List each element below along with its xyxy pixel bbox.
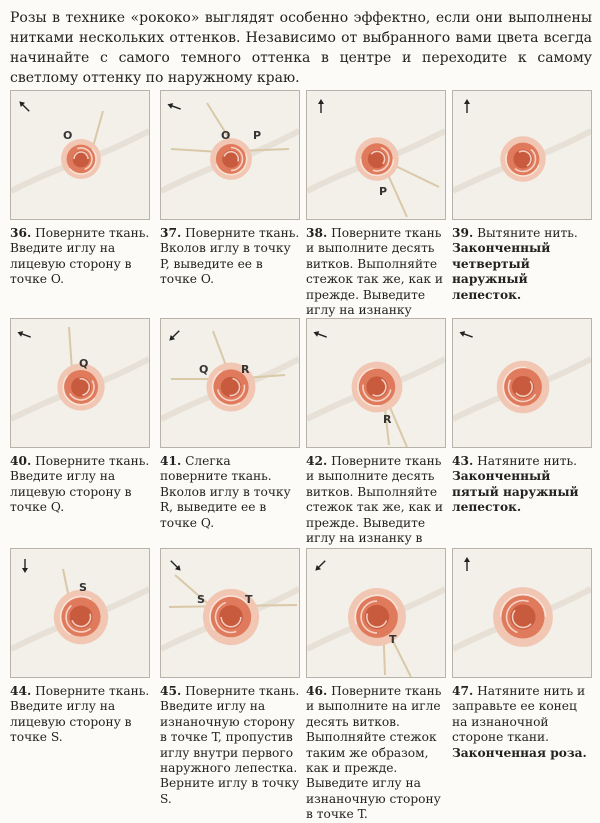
arrow-left-icon [16,329,31,339]
step-39 [452,90,592,303]
step-41 [160,318,300,531]
step-38 [306,90,446,334]
step-text: Поверните ткань и выполните на игле десять витков. Выполняйте стежок таким же образом, как и прежде. Выведите иглу на изнаночную сторону в точке T. [306,684,442,822]
step-caption [452,226,592,303]
arrow-up-icon [464,99,470,113]
point-label-s: S [79,581,87,594]
step-number: 40. [10,454,32,468]
point-label-r: R [383,413,392,426]
point-label-q: Q [79,357,89,370]
step-photo [306,318,446,448]
step-number: 37. [160,226,182,240]
step-photo [10,318,150,448]
point-label-t: T [389,633,397,646]
step-text: Поверните ткань и выполните десять витков. Выполняйте стежок так же, как и прежде. Выведите иглу на изнанку в [306,454,443,546]
step-number: 42. [306,454,328,468]
step-text: Поверните ткань. Вколов иглу в точку P, выведите ее в точке O. [160,226,300,287]
rose-icon [352,362,403,413]
step-text: Слегка поверните ткань. Вколов иглу в точку R, выведите ее в точке Q. [160,454,291,530]
step-photo [306,548,446,678]
step-number: 41. [160,454,182,468]
rose-icon [61,139,102,180]
intro-paragraph: Розы в технике «рококо» выглядят особенно эффектно, если они выполнены нитками нескольких оттенков. Независимо от выбранного вами цвета всегда начинайте с самого темного оттенка в центре и переходите к самому светлому оттенку по наружному краю. [10,10,592,86]
step-caption [160,226,300,288]
arrow-up-icon [318,99,324,113]
step-42 [306,318,446,562]
point-label-r: R [241,363,250,376]
step-40 [10,318,150,516]
rose-icon [348,588,406,646]
step-photo [452,318,592,448]
rose-icon [56,363,105,412]
step-photo [160,548,300,678]
step-44 [10,548,150,746]
step-number: 44. [10,684,32,698]
step-caption [10,454,150,516]
arrow-left-icon [166,101,181,111]
step-37 [160,90,300,288]
arrow-down-icon [22,559,28,573]
step-47 [452,548,592,761]
step-photo [452,548,592,678]
step-photo [160,90,300,220]
step-caption [10,684,150,746]
step-text: Натяните нить. [477,454,577,468]
point-label-s: S [197,593,205,606]
step-43 [452,318,592,516]
arrow-down-left-icon [313,559,327,573]
step-caption [160,684,300,807]
point-label-q: Q [199,363,209,376]
step-number: 47. [452,684,474,698]
arrow-left-icon [312,329,327,339]
step-text: Вытяните нить. [477,226,578,240]
rose-icon [53,589,108,644]
rose-icon [355,137,399,181]
step-number: 38. [306,226,328,240]
step-result: Законченный пятый наружный лепесток. [452,469,579,515]
step-text: Поверните ткань и выполните десять витков. Выполняйте стежок так же, как и прежде. Выведите иглу на изнанку [306,226,443,318]
step-caption [160,454,300,531]
rose-icon [210,138,252,180]
step-36 [10,90,150,288]
step-text: Поверните ткань. Введите иглу на лицевую сторону в точке Q. [10,454,150,515]
step-text: Поверните ткань. Введите иглу на лицевую сторону в точке O. [10,226,150,287]
point-label-o: O [63,129,73,142]
arrow-left-icon [458,329,473,339]
step-number: 43. [452,454,474,468]
rose-icon [493,587,553,647]
step-caption [452,454,592,516]
step-46 [306,548,446,823]
step-photo [452,90,592,220]
rose-icon [500,136,545,181]
step-number: 36. [10,226,32,240]
point-label-p: P [253,129,262,142]
step-text: Поверните ткань. Введите иглу на изнаночную сторону в точке T, пропустив иглу внутри первого наружного лепестка. Верните иглу в точку S. [160,684,300,806]
step-caption [452,684,592,761]
step-number: 39. [452,226,474,240]
point-label-p: P [379,185,388,198]
step-text: Натяните нить и заправьте ее конец на изнаночной стороне ткани. [452,684,586,745]
step-caption [306,454,446,562]
arrow-down-right-icon [169,559,183,573]
step-text: Поверните ткань. Введите иглу на лицевую сторону в точке S. [10,684,150,745]
step-photo [10,548,150,678]
step-number: 45. [160,684,182,698]
arrow-down-left-icon [167,329,181,343]
point-label-t: T [245,593,253,606]
step-caption [10,226,150,288]
step-photo [10,90,150,220]
step-result: Законченный четвертый наружный лепесток. [452,241,551,302]
step-photo [306,90,446,220]
step-caption [306,684,446,823]
step-result: Законченная роза. [452,745,587,760]
arrow-up-left-icon [17,99,31,113]
arrow-up-icon [464,557,470,571]
point-label-o: O [221,129,231,142]
step-photo [160,318,300,448]
step-45 [160,548,300,807]
step-number: 46. [306,684,328,698]
rose-icon [497,361,550,414]
